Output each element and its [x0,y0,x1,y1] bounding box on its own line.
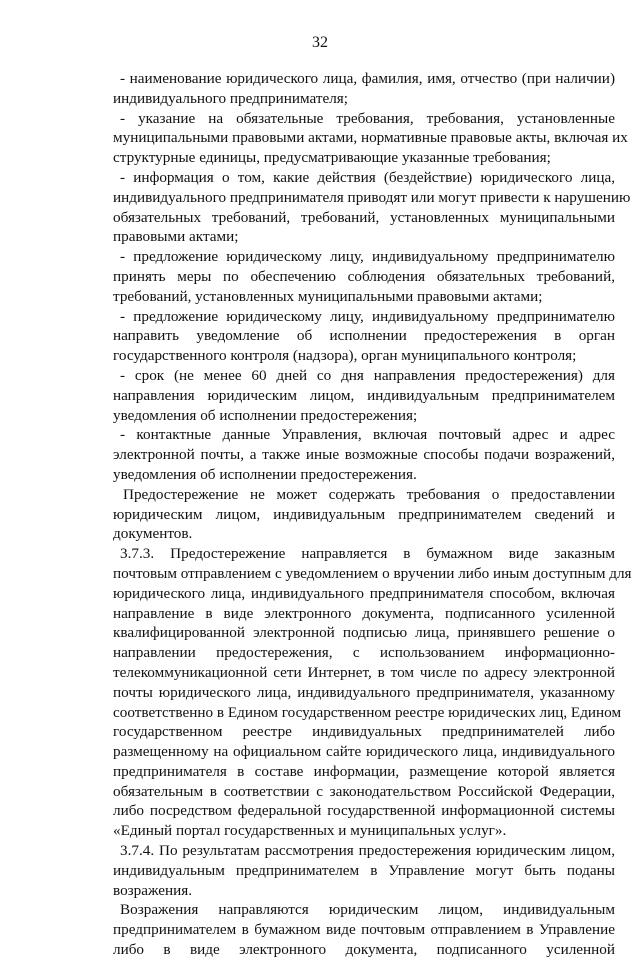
document-body [113,69,632,960]
text-line: «Единый портал государственных и муниципальных услуг». [113,822,507,840]
text-line: телекоммуникационной сети Интернет, в том числе по адресу электронной [113,663,615,681]
text-line: государственном реестре индивидуальных предпринимателей либо [113,723,615,741]
page-number: 32 [312,34,328,51]
text-line: предпринимателем в бумажном виде почтовым отправлением в Управление [113,921,615,939]
text-line: индивидуального предпринимателя приводят или могут привести к нарушению [113,188,631,206]
text-line: требований, установленных муниципальными правовыми актами; [113,287,543,305]
text-line: правовыми актами; [113,228,239,246]
text-line: - предложение юридическому лицу, индивидуальному предпринимателю [120,248,615,266]
text-line: направление в виде электронного документа, подписанного усиленной [113,604,615,622]
text-line: квалифицированной электронной подписью лица, принявшего решение о [113,624,615,642]
text-line: 3.7.4. По результатам рассмотрения предостережения юридическим лицом, [120,842,615,860]
text-line: почты юридического лица, индивидуального предпринимателя, указанному [113,683,615,701]
text-line: юридическим лицом, индивидуальным предпринимателем сведений и [113,505,615,523]
text-line: муниципальными правовыми актами, нормативные правовые акты, включая их [113,129,628,147]
text-line: либо посредством федеральной государственной информационной системы [113,802,615,820]
text-line: направить уведомление об исполнении предостережения в орган [113,327,615,345]
text-line: - срок (не менее 60 дней со дня направления предостережения) для [120,366,615,384]
text-line: предпринимателя в составе информации, размещение которой является [113,762,615,780]
text-line: - информация о том, какие действия (бездействие) юридического лица, [120,168,615,186]
text-line: структурные единицы, предусматривающие указанные требования; [113,149,551,167]
text-line: соответственно в Едином государственном реестре юридических лиц, Едином [113,703,622,721]
text-line: обязательным в соответствии с законодательством Российской Федерации, [113,782,615,800]
text-line: Возражения направляются юридическим лицом, индивидуальным [120,901,615,919]
text-line: индивидуального предпринимателя; [113,89,348,107]
text-line: 3.7.3. Предостережение направляется в бумажном виде заказным [120,545,615,563]
text-line: - наименование юридического лица, фамилия, имя, отчество (при наличии) [120,70,615,87]
text-line: уведомления об исполнении предостережения; [113,406,418,424]
text-line: - контактные данные Управления, включая почтовый адрес и адрес [120,426,615,444]
text-line: возражения. [113,881,193,899]
text-line: юридического лица, индивидуального предпринимателя способом, включая [113,584,615,602]
text-line: документов. [113,525,193,543]
text-line: размещенному на официальном сайте юридического лица, индивидуального [113,743,615,761]
text-line: направления юридическим лицом, индивидуальным предпринимателем [113,386,615,404]
text-line: индивидуальным предпринимателем в Управление могут быть поданы [113,861,615,879]
text-line: либо в виде электронного документа, подписанного усиленной [113,941,615,959]
text-line: направлении предостережения, с использованием информационно- [113,644,615,662]
text-line: почтовым отправлением с уведомлением о вручении либо иным доступным для [113,564,632,582]
text-line: электронной почты, а также иные возможные способы подачи возражений, [113,446,615,464]
text-line: уведомления об исполнении предостережения. [113,465,417,483]
text-line: государственного контроля (надзора), орган муниципального контроля; [113,347,577,365]
text-line: Предостережение не может содержать требования о предоставлении [123,485,615,503]
text-line: - указание на обязательные требования, требования, установленные [120,109,615,127]
text-line: обязательных требований, требований, установленных муниципальными [113,208,615,226]
text-line: - предложение юридическому лицу, индивидуальному предпринимателю [120,307,615,325]
text-line: принять меры по обеспечению соблюдения обязательных требований, [113,267,615,285]
